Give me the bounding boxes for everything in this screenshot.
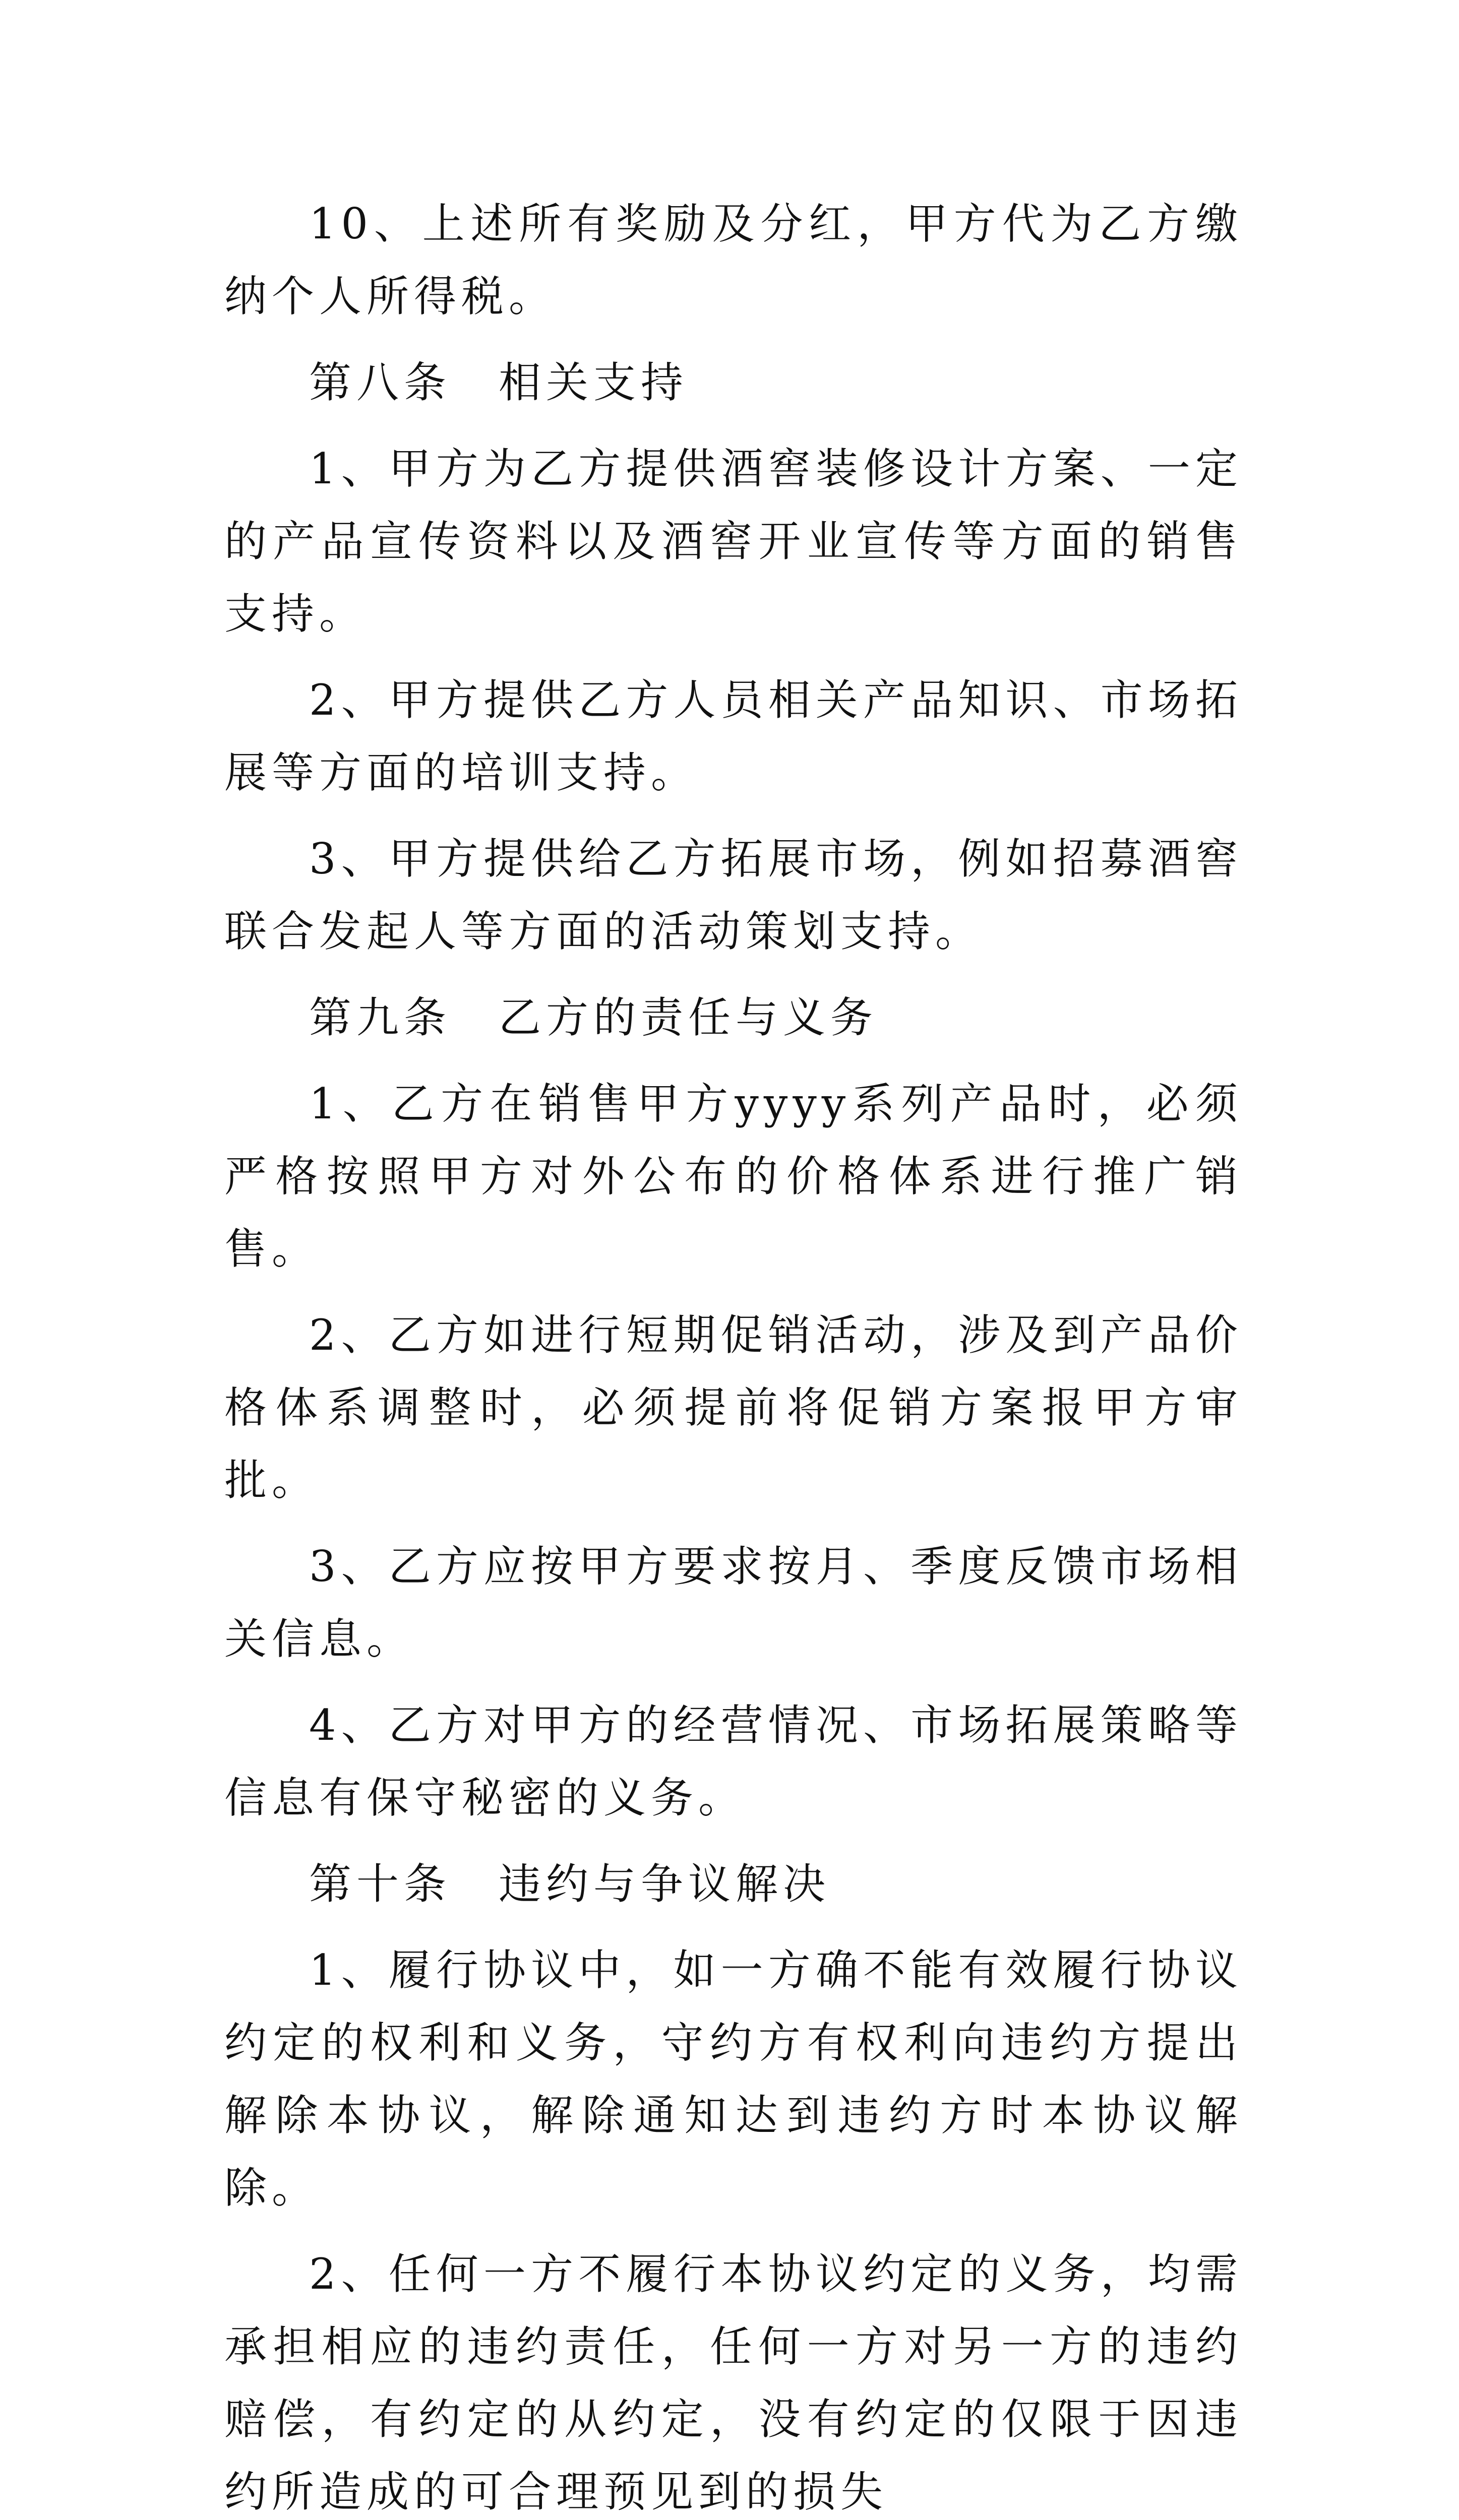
article-8-clause-1: 1、甲方为乙方提供酒窖装修设计方案、一定的产品宣传资料以及酒窖开业宣传等方面的销售支持。 — [224, 444, 1243, 639]
document-body — [224, 187, 1243, 2520]
article-9-clause-3: 3、乙方应按甲方要求按月、季度反馈市场相关信息。 — [224, 1542, 1243, 1664]
article-9-heading: 第九条 乙方的责任与义务 — [309, 993, 878, 1042]
article-8-heading: 第八条 相关支持 — [309, 358, 689, 407]
paragraph-bonus-tax: 10、上述所有奖励及分红，甲方代为乙方缴纳个人所得税。 — [224, 199, 1243, 321]
article-9-clause-4: 4、乙方对甲方的经营情况、市场拓展策略等信息有保守秘密的义务。 — [224, 1700, 1243, 1822]
article-10-clause-2: 2、任何一方不履行本协议约定的义务，均需承担相应的违约责任，任何一方对另一方的违约赔偿，有约定的从约定，没有约定的仅限于因违约所造成的可合理预见到的损失 — [224, 2249, 1243, 2516]
article-8-clause-2: 2、甲方提供乙方人员相关产品知识、市场拓展等方面的培训支持。 — [224, 675, 1243, 797]
article-8-clause-3: 3、甲方提供给乙方拓展市场，例如招募酒窖联合发起人等方面的活动策划支持。 — [224, 834, 1243, 956]
article-10-heading: 第十条 违约与争议解决 — [309, 1859, 831, 1909]
article-10-clause-1: 1、履行协议中，如一方确不能有效履行协议约定的权利和义务，守约方有权利向违约方提出解除本协议，解除通知达到违约方时本协议解除。 — [224, 1945, 1243, 2213]
article-9-clause-2: 2、乙方如进行短期促销活动，涉及到产品价格体系调整时，必须提前将促销方案报甲方审批。 — [224, 1310, 1243, 1505]
article-9-clause-1: 1、乙方在销售甲方yyyy系列产品时，必须严格按照甲方对外公布的价格体系进行推广销售。 — [224, 1079, 1243, 1274]
